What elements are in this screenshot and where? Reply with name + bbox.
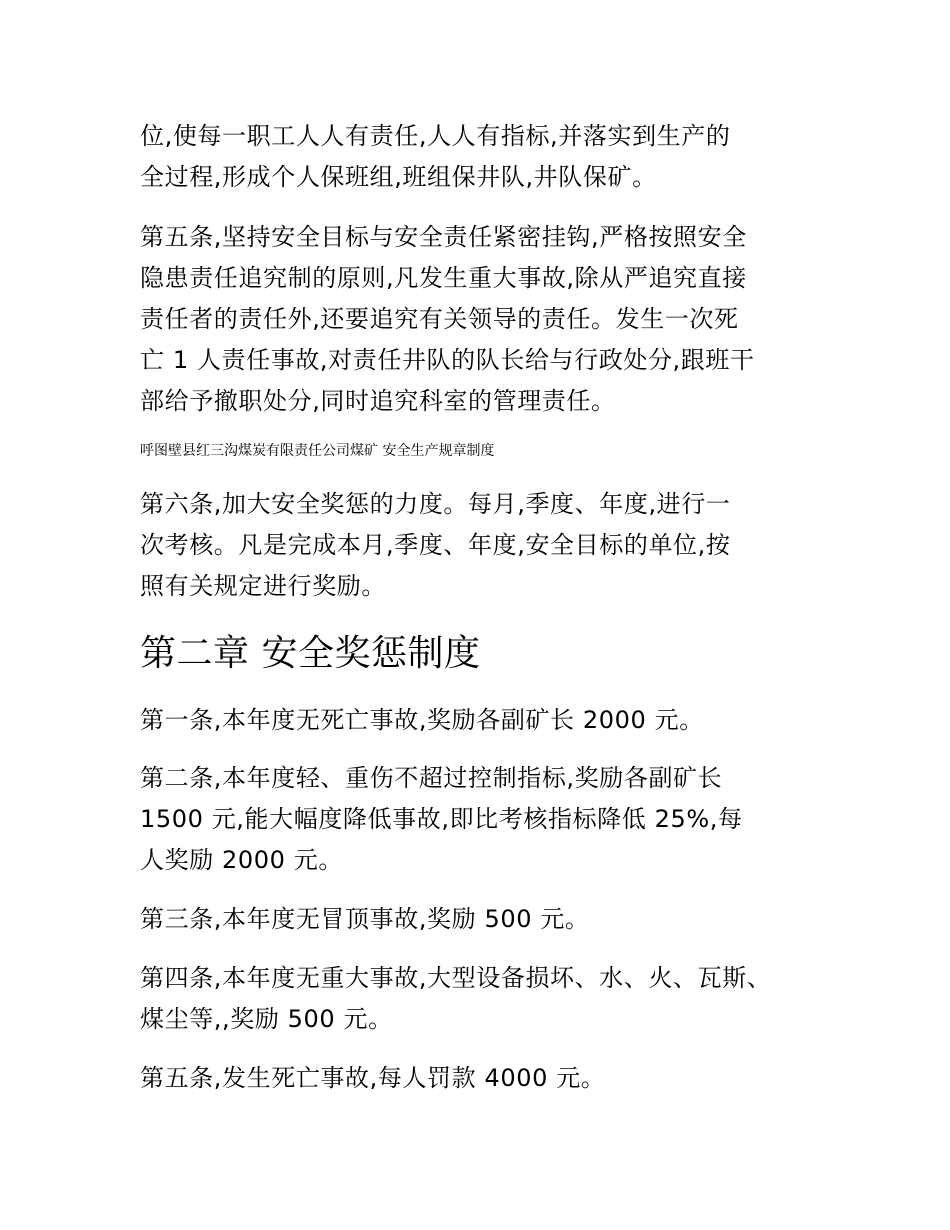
text-line: 责任者的责任外,还要追究有关领导的责任。发生一次死 [140,305,739,333]
text-line: 煤尘等,,奖励 500 元。 [140,1005,393,1033]
running-header: 呼图壁县红三沟煤炭有限责任公司煤矿 安全生产规章制度 [140,443,495,459]
text-line: 照有关规定进行奖励。 [140,572,386,600]
chapter-title: 第二章 安全奖惩制度 [140,633,481,674]
text-line: 次考核。凡是完成本月,季度、年度,安全目标的单位,按 [140,531,731,559]
paragraph-chapter2-article-4 [140,958,840,1040]
paragraph-article-5 [140,217,840,422]
text-line: 1500 元,能大幅度降低事故,即比考核指标降低 25%,每 [140,805,743,833]
paragraph-article-6 [140,484,840,607]
text-line: 隐患责任追究制的原则,凡发生重大事故,除从严追究直接 [140,264,747,292]
text-line: 第三条,本年度无冒顶事故,奖励 500 元。 [140,905,590,933]
text-line: 亡 1 人责任事故,对责任井队的队长给与行政处分,跟班干 [140,346,755,374]
text-line: 第二条,本年度轻、重伤不超过控制指标,奖励各副矿长 [140,764,723,792]
text-line: 部给予撤职处分,同时追究科室的管理责任。 [140,387,616,415]
text-line: 第六条,加大安全奖惩的力度。每月,季度、年度,进行一 [140,490,731,518]
text-line: 人奖励 2000 元。 [140,846,343,874]
paragraph-chapter2-article-2 [140,758,840,881]
paragraph-chapter2-article-3 [140,899,840,940]
text-line: 第五条,坚持安全目标与安全责任紧密挂钩,严格按照安全 [140,223,747,251]
text-line: 第一条,本年度无死亡事故,奖励各副矿长 2000 元。 [140,706,704,734]
text-line: 位,使每一职工人人有责任,人人有指标,并落实到生产的 [140,122,731,150]
paragraph-chapter2-article-5 [140,1058,840,1099]
text-line: 全过程,形成个人保班组,班组保井队,井队保矿。 [140,163,657,191]
paragraph-chapter2-article-1 [140,700,840,741]
paragraph-intro [140,116,840,198]
text-line: 第五条,发生死亡事故,每人罚款 4000 元。 [140,1064,606,1092]
text-line: 第四条,本年度无重大事故,大型设备损坏、水、火、瓦斯、 [140,964,772,992]
